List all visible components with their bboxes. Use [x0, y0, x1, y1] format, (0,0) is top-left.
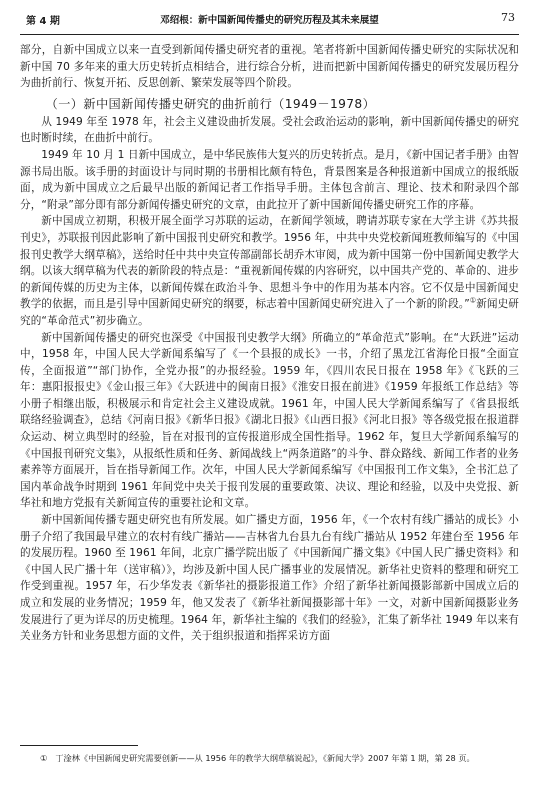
footnote-divider — [20, 745, 138, 746]
paragraph: 新中国新闻传播史的研究也深受《中国报刊史教学大纲》所确立的“革命范式”影响。在“大跃进”运动中，1958 年，中国人民大学新闻系编写了《一个县报的成长》一书，介绍了黑龙江省海伦日报“全面宣传，全面报道”“部门协作，全党办报”的办报经验。1959 年，《四川农民日报在 1958 年》《飞跃的三年：惠阳报报史》《金山报三年》《大跃进中的闽南日报》《淮安日报在前进》《1959 年报纸工作总结》等小册子相继出版，积极展示和肯定社会主义建设成就。1961 年，中国人民大学新闻系编写了《省县报纸联络经验调查》，总结《河南日报》《新华日报》《湖北日报》《山西日报》《河北日报》等各级党报在报道群众运动、树立典型时的经验，旨在对报刊的宣传报道形成全国性指导。1962 年，复旦大学新闻系编写的《中国报刊研究文集》，从报纸性质和任务、新闻战线上“两条道路”的斗争、群众路线、新闻工作者的业务素养等方面展开，旨在指导新闻工作。次年，中国人民大学新闻系编写《中国报刊工作文集》，全书汇总了国内革命战争时期到 1961 年间党中央关于报刊发展的重要政策、决议、理论和经验，以及中央党报、新华社和地方党报有关新闻宣传的重要社论和文章。 — [20, 331, 519, 510]
paragraph — [20, 213, 519, 329]
page-number: 73 — [501, 11, 515, 24]
article-body — [20, 35, 519, 645]
paragraph: 1949 年 10 月 1 日新中国成立，是中华民族伟大复兴的历史转折点。是月，《新中国记者手册》由智源书局出版。该手册的封面设计与同时期的书册相比颇有特色，背景图案是各种报道新中国成立的报纸版面，成为新中国成立之后最早出版的新闻记者工作指导手册。主体包含前言、理论、技术和附录四个部分，“附录”部分即有部分新闻传播史研究的文章，由此拉开了新中国新闻传播史研究工作的序幕。 — [20, 148, 519, 211]
paragraph-intro: 部分，自新中国成立以来一直受到新闻传播史研究者的重视。笔者将新中国新闻传播史研究的实际状况和新中国 70 多年来的重大历史转折点相结合，进行综合分析，进而把新中国新闻传播史的研究发展历程分为曲折前行、恢复开拓、反思创新、繁荣发展等四个阶段。 — [20, 44, 519, 90]
footnote-mark: ① — [40, 753, 48, 763]
footnote — [40, 752, 517, 764]
section-heading: （一）新中国新闻传播史研究的曲折前行（1949－1978） — [45, 96, 376, 111]
paragraph-text: 新中国成立初期，积极开展全面学习苏联的运动，在新闻学领域，聘请苏联专家在大学主讲《苏共报刊史》，苏联报刊因此影响了新中国报刊史研究和教学。1956 年，中共中央党校新闻班教师编写的《中国报刊史教学大纲草稿》，送给时任中共中央宣传部副部长胡乔木审阅，成为新中国第一份中国新闻史教学大纲。以该大纲草稿为代表的新阶段的特点是：“重视新闻传媒的内容研究，以中国共产党的、革命的、进步的新闻传媒的历史为主体，以新闻传媒在政治斗争、思想斗争中的作用为基本内容。它不仅是中国新闻史教学的依据，而且是引导中国新闻史研究的纲要，标志着中国新闻史研究进入了一个新的阶段。” — [20, 215, 519, 311]
footnote-reference[interactable]: ① — [469, 296, 477, 305]
running-header — [20, 0, 519, 35]
paragraph-text-tail: 新闻史研究的“革命范式”初步确立。 — [20, 298, 520, 327]
footnote-text: 丁淦林《中国新闻史研究需要创新——从 1956 年的教学大纲草稿说起》，《新闻大学》2007 年第 1 期，第 28 页。 — [55, 753, 475, 763]
paragraph: 新中国新闻传播专题史研究也有所发展。如广播史方面，1956 年，《一个农村有线广播站的成长》小册子介绍了我国最早建立的农村有线广播站——吉林省九台县九台有线广播站从 1952 年建台至 1956 年的发展历程。1960 至 1961 年间，北京广播学院出版了《中国新闻广播文集》《中国人民广播史资料》和《中国人民广播十年（送审稿）》，均涉及新中国人民广播事业的发展情况。新华社史资料的整理和研究工作受到重视。1957 年，石少华发表《新华社的摄影报道工作》介绍了新华社新闻摄影部新中国成立后的成立和发展的业务情况；1959 年，他又发表了《新华社新闻摄影部十年》一文，对新中国新闻摄影业务发展进行了更为详尽的历史梳理。1964 年，新华社主编的《我们的经验》，汇集了新华社 1949 年以来有关业务方针和业务思想方面的文件，关于组织报道和指挥采访方面 — [20, 514, 519, 643]
issue-number: 第 4 期 — [26, 16, 60, 27]
running-title: 邓绍根：新中国新闻传播史的研究历程及其未来展望 — [160, 15, 379, 26]
paragraph: 从 1949 年至 1978 年，社会主义建设曲折发展。受社会政治运动的影响，新中国新闻传播史的研究也时断时续，在曲折中前行。 — [20, 115, 519, 145]
